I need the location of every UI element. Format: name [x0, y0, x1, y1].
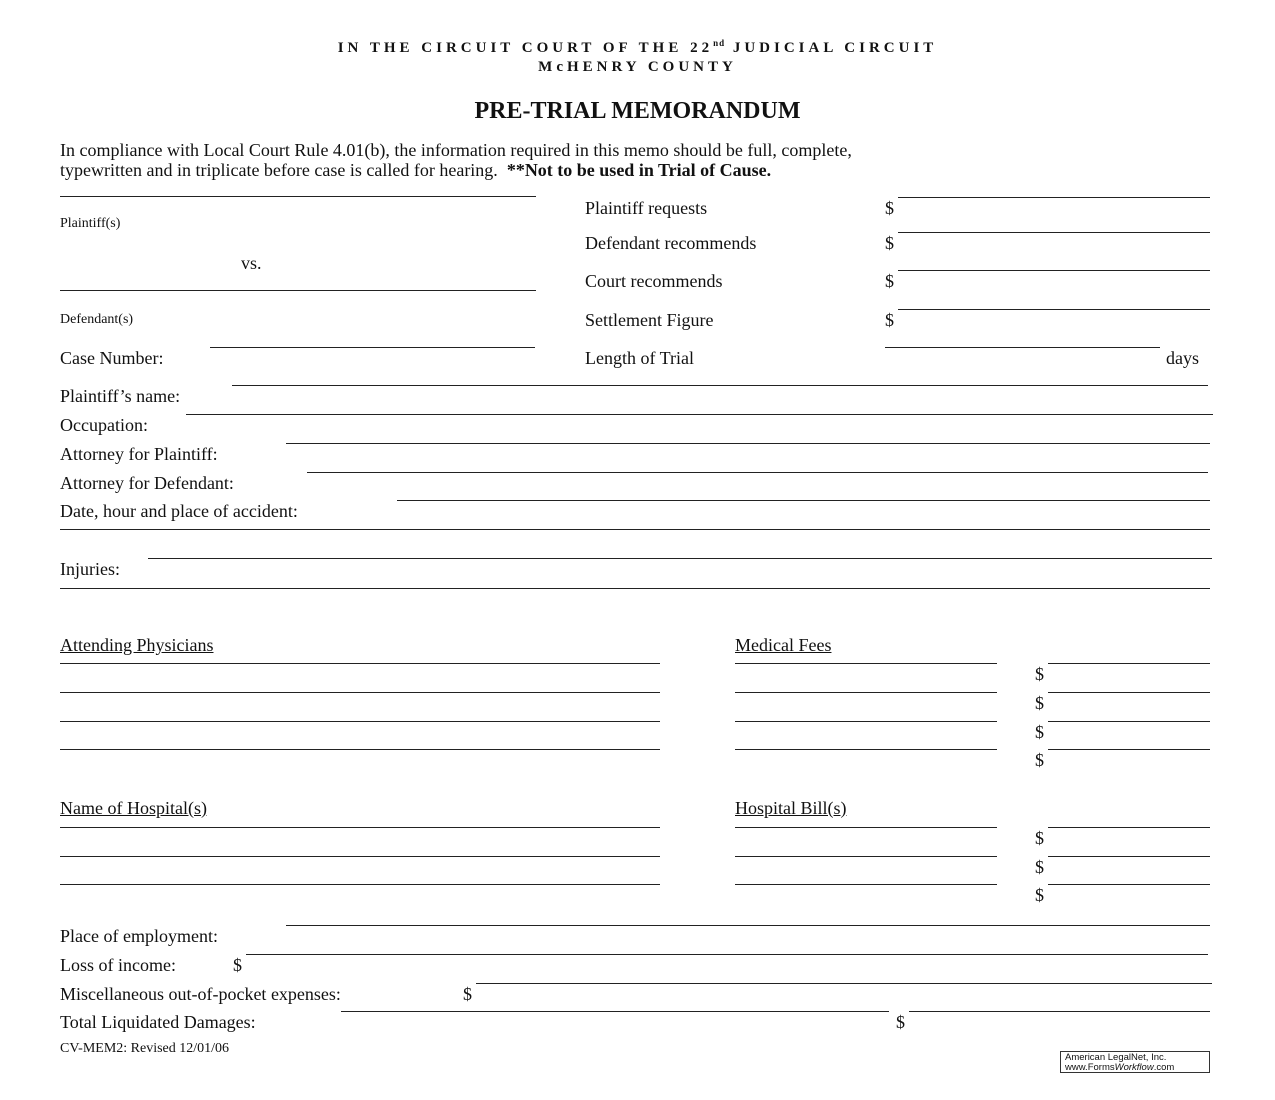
- medical-fee-amount-field[interactable]: [1048, 721, 1210, 722]
- hospital-bill-amount-field[interactable]: [1048, 884, 1210, 885]
- ordinal-suffix: nd: [713, 38, 726, 48]
- physicians-heading: Attending Physicians: [60, 635, 214, 655]
- place-of-employment-field[interactable]: [286, 925, 1210, 926]
- hospital-field[interactable]: [60, 884, 660, 885]
- hospitals-heading: Name of Hospital(s): [60, 798, 207, 818]
- misc-expenses-field[interactable]: [476, 983, 1212, 984]
- hospital-bill-amount-field[interactable]: [1048, 827, 1210, 828]
- physician-field[interactable]: [60, 721, 660, 722]
- case-number-field[interactable]: [210, 347, 535, 348]
- injuries-field-continued[interactable]: [60, 588, 1210, 589]
- physician-field[interactable]: [60, 663, 660, 664]
- medical-fee-item-field[interactable]: [735, 749, 997, 750]
- occupation-label: Occupation:: [60, 415, 148, 435]
- accident-label: Date, hour and place of accident:: [60, 501, 298, 521]
- currency-sign: $: [885, 233, 894, 253]
- court-recommends-label: Court recommends: [585, 271, 723, 291]
- total-liquidated-label: Total Liquidated Damages:: [60, 1012, 256, 1032]
- court-heading: IN THE CIRCUIT COURT OF THE 22nd JUDICIAL CIRCUIT: [337, 38, 938, 56]
- accident-field-continued[interactable]: [60, 529, 1210, 530]
- medical-fee-amount-field[interactable]: [1048, 749, 1210, 750]
- court-recommends-field[interactable]: [898, 270, 1210, 271]
- county-heading: McHENRY COUNTY: [538, 59, 737, 75]
- plaintiff-requests-field[interactable]: [898, 197, 1210, 198]
- currency-sign: $: [233, 955, 242, 975]
- medical-fee-item-field[interactable]: [735, 692, 997, 693]
- plaintiff-name-label: Plaintiff’s name:: [60, 386, 181, 406]
- total-liquidated-amount-field[interactable]: [909, 1011, 1210, 1012]
- attorney-defendant-label: Attorney for Defendant:: [60, 473, 234, 493]
- hospital-field[interactable]: [60, 827, 660, 828]
- plaintiffs-field[interactable]: [60, 196, 536, 197]
- length-of-trial-field[interactable]: [885, 347, 1160, 348]
- defendants-field[interactable]: [60, 290, 536, 291]
- plaintiff-name-field[interactable]: [232, 385, 1208, 386]
- injuries-field[interactable]: [148, 558, 1212, 559]
- loss-of-income-field[interactable]: [246, 954, 1208, 955]
- currency-sign: $: [1035, 750, 1044, 770]
- medical-fees-heading: Medical Fees: [735, 635, 832, 655]
- misc-expenses-label: Miscellaneous out-of-pocket expenses:: [60, 984, 341, 1004]
- settlement-figure-field[interactable]: [898, 309, 1210, 310]
- loss-of-income-label: Loss of income:: [60, 955, 176, 975]
- intro-warning: **Not to be used in Trial of Cause.: [506, 160, 772, 180]
- physician-field[interactable]: [60, 749, 660, 750]
- currency-sign: $: [1035, 885, 1044, 905]
- currency-sign: $: [896, 1012, 905, 1032]
- currency-sign: $: [1035, 693, 1044, 713]
- medical-fee-amount-field[interactable]: [1048, 663, 1210, 664]
- intro-line-2: typewritten and in triplicate before case is called for hearing. **Not to be used in Trial of Cause.: [60, 160, 772, 180]
- publisher-name: American LegalNet, Inc.: [1065, 1052, 1167, 1063]
- total-liquidated-description-field[interactable]: [341, 1011, 889, 1012]
- currency-sign: $: [885, 198, 894, 218]
- occupation-field[interactable]: [186, 414, 1213, 415]
- currency-sign: $: [1035, 664, 1044, 684]
- currency-sign: $: [1035, 857, 1044, 877]
- currency-sign: $: [885, 271, 894, 291]
- hospital-bill-amount-field[interactable]: [1048, 856, 1210, 857]
- medical-fee-item-field[interactable]: [735, 663, 997, 664]
- plaintiffs-label: Plaintiff(s): [60, 216, 121, 231]
- length-of-trial-label: Length of Trial: [585, 348, 695, 368]
- form-code: CV-MEM2: Revised 12/01/06: [60, 1041, 230, 1056]
- place-of-employment-label: Place of employment:: [60, 926, 218, 946]
- medical-fee-amount-field[interactable]: [1048, 692, 1210, 693]
- case-number-label: Case Number:: [60, 348, 164, 368]
- attorney-plaintiff-field[interactable]: [286, 443, 1210, 444]
- defendant-recommends-field[interactable]: [898, 232, 1210, 233]
- hospital-bill-item-field[interactable]: [735, 856, 997, 857]
- intro-line-1: In compliance with Local Court Rule 4.01(b), the information required in this memo should be full, complete,: [60, 140, 852, 160]
- attorney-defendant-field[interactable]: [307, 472, 1208, 473]
- publisher-stamp: [1060, 1051, 1210, 1073]
- attorney-plaintiff-label: Attorney for Plaintiff:: [60, 444, 218, 464]
- defendant-recommends-label: Defendant recommends: [585, 233, 757, 253]
- currency-sign: $: [463, 984, 472, 1004]
- accident-field[interactable]: [397, 500, 1210, 501]
- hospital-bills-heading: Hospital Bill(s): [735, 798, 847, 818]
- currency-sign: $: [885, 310, 894, 330]
- hospital-field[interactable]: [60, 856, 660, 857]
- publisher-url: www.FormsWorkflow.com: [1065, 1062, 1175, 1073]
- plaintiff-requests-label: Plaintiff requests: [585, 198, 708, 218]
- currency-sign: $: [1035, 722, 1044, 742]
- medical-fee-item-field[interactable]: [735, 721, 997, 722]
- page-title: PRE-TRIAL MEMORANDUM: [474, 98, 801, 124]
- settlement-figure-label: Settlement Figure: [585, 310, 714, 330]
- injuries-label: Injuries:: [60, 559, 120, 579]
- hospital-bill-item-field[interactable]: [735, 827, 997, 828]
- days-label: days: [1166, 348, 1199, 368]
- defendants-label: Defendant(s): [60, 312, 134, 327]
- vs-label: vs.: [241, 253, 262, 273]
- physician-field[interactable]: [60, 692, 660, 693]
- currency-sign: $: [1035, 828, 1044, 848]
- hospital-bill-item-field[interactable]: [735, 884, 997, 885]
